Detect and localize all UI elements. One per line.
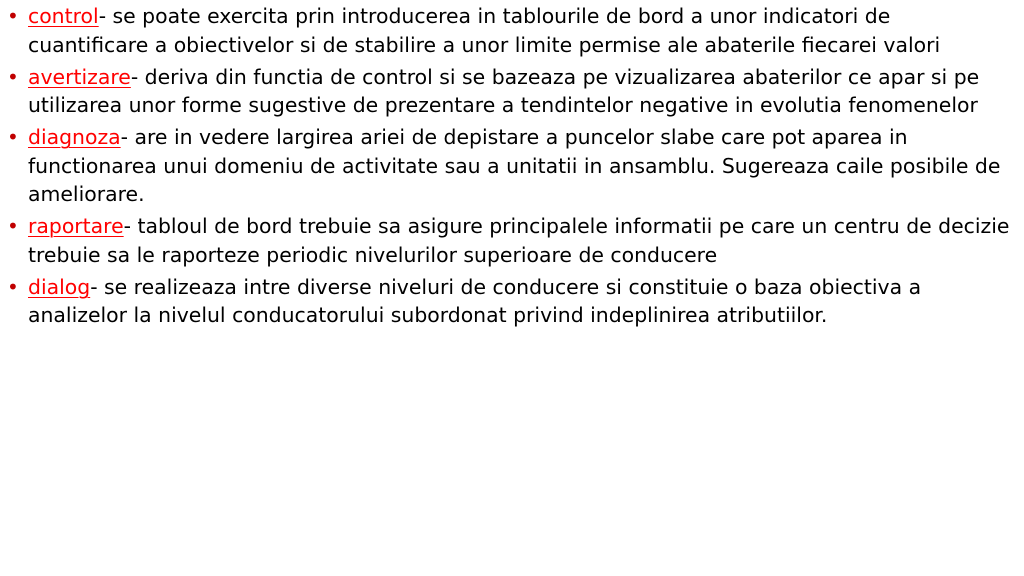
list-item-dialog: [4, 273, 1012, 330]
term-raportare: raportare: [28, 214, 124, 239]
bullet-icon: •: [7, 125, 19, 150]
description-avertizare: - deriva din functia de control si se bazeaza pe vizualizarea abaterilor ce apar si pe utilizarea unor forme sugestive de prezentare a tendintelor negative in evolutia fenomenelor: [28, 64, 980, 118]
description-diagnoza: - are in vedere largirea ariei de depistare a puncelor slabe care pot aparea in functionarea unui domeniu de activitate sau a unitatii in ansamblu. Sugereaza caile posibile de ameliorare.: [28, 125, 1001, 207]
description-raportare: - tabloul de bord trebuie sa asigure principalele informatii pe care un centru de decizie trebuie sa le raporteze periodic nivelurilor superioare de conducere: [28, 214, 1010, 267]
bullet-list: [4, 2, 1012, 330]
bullet-icon: •: [7, 274, 19, 299]
term-avertizare: avertizare: [28, 64, 131, 89]
list-item-avertizare: [4, 63, 1012, 120]
term-dialog: dialog: [28, 274, 91, 299]
description-dialog: - se realizeaza intre diverse niveluri de conducere si constituie o baza obiectiva a analizelor la nivelul conducatorului subordonat privind indeplinirea atributiilor.: [28, 274, 922, 328]
bullet-icon: •: [7, 64, 19, 89]
list-item-raportare: [4, 212, 1012, 269]
list-item-control: [4, 2, 1012, 59]
term-control: control: [28, 4, 99, 28]
bullet-icon: •: [7, 214, 19, 239]
bullet-icon: •: [7, 4, 19, 28]
list-item-diagnoza: [4, 123, 1012, 209]
description-control: - se poate exercita prin introducerea in tablourile de bord a unor indicatori de cuantificare a obiectivelor si de stabilire a unor limite permise ale abaterile fiecarei valori: [28, 4, 941, 57]
term-diagnoza: diagnoza: [28, 125, 121, 150]
